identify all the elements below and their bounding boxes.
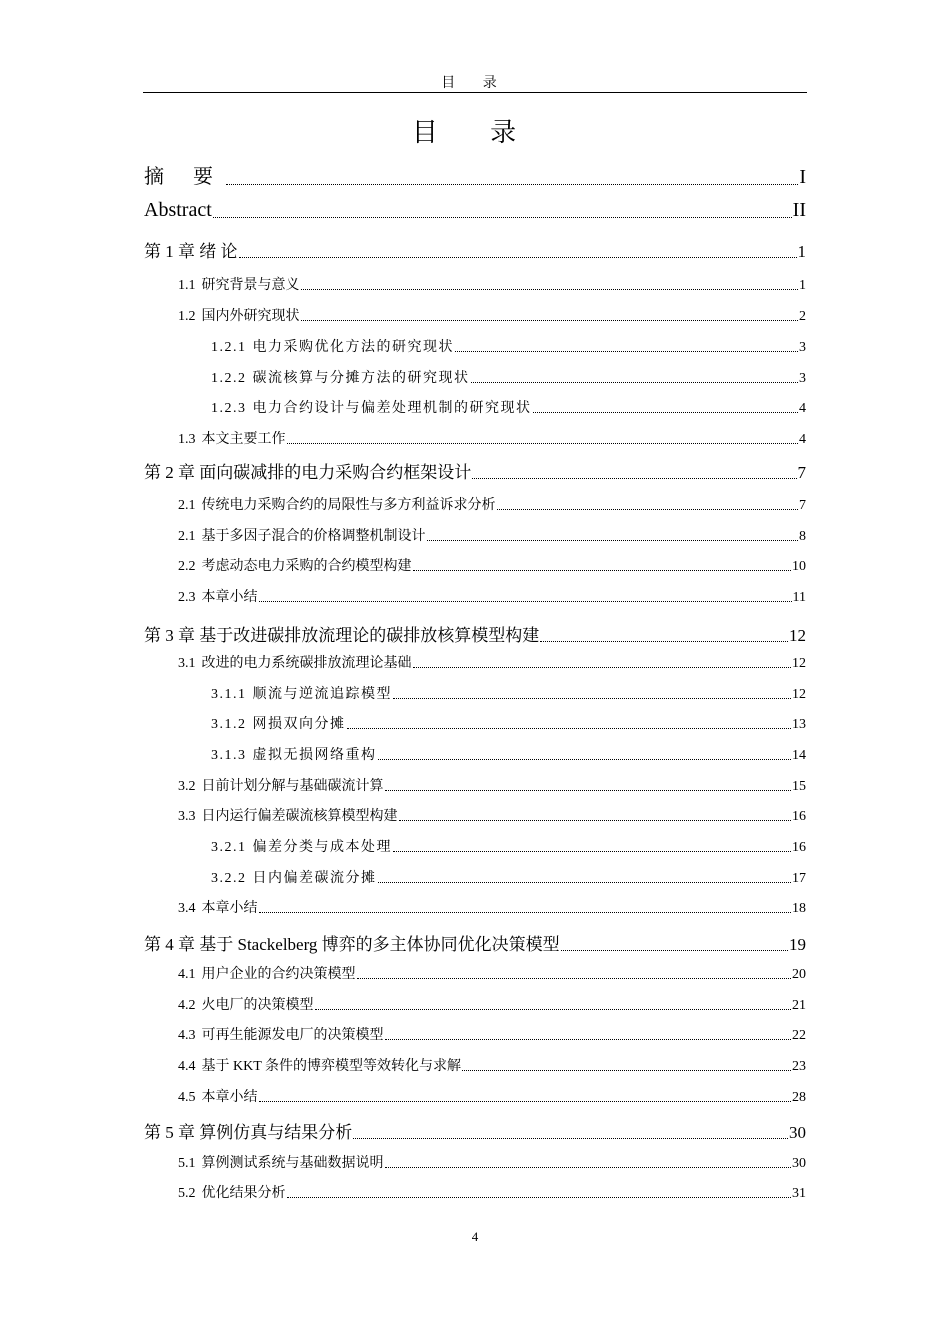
dot-leader [455,351,798,352]
toc-entry-page: 28 [792,1090,806,1105]
toc-entry-page: 19 [789,935,806,954]
dot-leader [226,184,798,185]
toc-entry-text: 碳流核算与分摊方法的研究现状 [252,371,470,386]
toc-entry[interactable] [144,1118,806,1143]
toc-entry-page: 31 [792,1186,806,1201]
toc-entry-text: 第 5 章 算例仿真与结果分析 [144,1123,353,1142]
toc-entry-label [211,367,470,387]
toc-entry-number: 1.2 [178,309,196,324]
toc-entry-text: 日前计划分解与基础碳流计算 [201,779,384,794]
toc-entry[interactable] [144,621,806,646]
toc-entry-page: 8 [799,529,806,544]
toc-entry-text: 传统电力采购合约的局限性与多方利益诉求分析 [201,498,496,513]
toc-entry[interactable] [178,805,806,825]
toc-entry-page: 22 [792,1028,806,1043]
toc-entry-label [144,930,560,955]
toc-entry[interactable] [144,199,806,222]
toc-entry-page: 16 [792,809,806,824]
toc-entry[interactable] [178,652,806,672]
toc-entry-page: 30 [792,1156,806,1171]
dot-leader [301,320,799,321]
toc-entry-text: 基于 KKT 条件的博弈模型等效转化与求解 [201,1059,462,1074]
toc-entry-text: 本章小结 [201,1090,258,1105]
toc-entry-page: 2 [799,309,806,324]
toc-entry-text: 本章小结 [201,901,258,916]
toc-entry-label [144,237,238,262]
dot-leader [287,443,799,444]
toc-entry[interactable] [178,428,806,448]
toc-entry-label [178,1182,286,1202]
toc-entry-label [211,744,377,764]
toc-entry-label [211,397,532,417]
toc-entry-label [144,1118,352,1143]
toc-entry[interactable] [211,683,806,703]
dot-leader [347,728,792,729]
toc-entry-number: 4.4 [178,1059,196,1074]
toc-entry-label [178,428,286,448]
dot-leader [301,289,799,290]
toc-entry-page: 21 [792,998,806,1013]
toc-entry-page: 12 [792,656,806,671]
toc-entry[interactable] [211,867,806,887]
page-number: 4 [471,1229,479,1244]
dot-leader [413,570,792,571]
dot-leader [357,978,792,979]
toc-entry-page: 13 [792,717,806,732]
dot-leader [385,1039,792,1040]
toc-entry-number: 3.1.3 [211,748,247,763]
toc-entry-page: 17 [792,871,806,886]
toc-entry-number: 3.2.2 [211,871,247,886]
toc-entry-page: 12 [792,687,806,702]
toc-entry-text: 算例测试系统与基础数据说明 [201,1156,384,1171]
dot-leader [213,217,792,218]
toc-entry-label [211,336,454,356]
dot-leader [239,257,797,258]
toc-entry[interactable] [178,1086,806,1106]
dot-leader [497,509,799,510]
toc-entry[interactable] [144,458,806,483]
toc-entry[interactable] [178,897,806,917]
toc-entry-page: 4 [799,401,806,416]
toc-entry-number: 4.2 [178,998,196,1013]
toc-entry[interactable] [178,525,806,545]
toc-entry-label [178,305,300,325]
dot-leader [259,1101,792,1102]
toc-entry-text: Abstract [144,199,212,221]
toc-entry-page: 20 [792,967,806,982]
toc-entry-label [178,897,258,917]
toc-entry-label [178,1055,461,1075]
toc-entry-text: 第 2 章 面向碳减排的电力采购合约框架设计 [144,463,472,482]
dot-leader [353,1138,788,1139]
toc-title: 目 录 [411,118,539,148]
toc-entry-page: 3 [799,340,806,355]
toc-entry-page: 10 [792,559,806,574]
dot-leader [399,820,792,821]
toc-entry-text: 日内偏差碳流分摊 [252,871,377,886]
toc-entry-text: 第 3 章 基于改进碳排放流理论的碳排放核算模型构建 [144,626,540,645]
toc-entry-text: 火电厂的决策模型 [201,998,314,1013]
toc-entry-page: 12 [789,626,806,645]
toc-entry[interactable] [178,963,806,983]
toc-entry[interactable] [178,555,806,575]
toc-entry[interactable] [211,713,806,733]
toc-entry-page: I [799,166,806,188]
dot-leader [259,601,792,602]
toc-entry-number: 2.1 [178,498,196,513]
toc-entry-page: 15 [792,779,806,794]
toc-entry[interactable] [178,274,806,294]
toc-entry[interactable] [178,994,806,1014]
toc-entry-label [178,652,412,672]
toc-entry-label [178,274,300,294]
toc-entry[interactable] [211,744,806,764]
toc-entry-number: 3.2 [178,779,196,794]
toc-entry-text: 虚拟无损网络重构 [252,748,377,763]
toc-entry[interactable] [178,305,806,325]
toc-entry[interactable] [178,1182,806,1202]
toc-entry-label [178,1086,258,1106]
toc-entry-page: 7 [799,498,806,513]
toc-entry-label [178,994,314,1014]
toc-entry-page: II [792,199,806,221]
toc-entry-label [211,683,392,703]
toc-entry-number: 1.2.3 [211,401,247,416]
toc-entry[interactable] [178,494,806,514]
toc-entry-number: 2.3 [178,590,196,605]
dot-leader [427,540,799,541]
dot-leader [385,1167,792,1168]
toc-entry-number: 3.3 [178,809,196,824]
dot-leader [413,667,792,668]
toc-entry-text: 本章小结 [201,590,258,605]
toc-entry-label [211,836,392,856]
dot-leader [385,790,792,791]
dot-leader [561,950,788,951]
toc-entry-number: 4.5 [178,1090,196,1105]
header-rule [143,92,807,93]
dot-leader [393,698,791,699]
toc-entry-label [144,458,471,483]
toc-entry-label [178,775,384,795]
dot-leader [259,912,792,913]
toc-entry[interactable] [211,336,806,356]
toc-entry-text: 考虑动态电力采购的合约模型构建 [201,559,412,574]
dot-leader [462,1070,791,1071]
toc-entry[interactable] [178,1152,806,1172]
toc-entry-text: 可再生能源发电厂的决策模型 [201,1028,384,1043]
toc-entry-page: 14 [792,748,806,763]
toc-entry-page: 23 [792,1059,806,1074]
toc-entry-label [178,1152,384,1172]
dot-leader [540,641,788,642]
toc-entry-number: 5.2 [178,1186,196,1201]
toc-entry-label [211,867,377,887]
toc-entry-number: 2.1 [178,529,196,544]
dot-leader [378,759,792,760]
toc-entry-text: 本文主要工作 [201,432,286,447]
toc-entry-page: 30 [789,1123,806,1142]
toc-entry-number: 2.2 [178,559,196,574]
toc-entry-number: 1.2.2 [211,371,247,386]
toc-entry-label [144,621,539,646]
toc-entry-text: 电力合约设计与偏差处理机制的研究现状 [252,401,532,416]
toc-entry-text: 网损双向分摊 [252,717,346,732]
running-header: 目 录 [441,76,509,91]
toc-entry[interactable] [144,160,806,189]
toc-entry-number: 3.1 [178,656,196,671]
toc-entry-number: 5.1 [178,1156,196,1171]
toc-entry-text: 研究背景与意义 [201,278,300,293]
toc-entry-number: 4.3 [178,1028,196,1043]
toc-entry-text: 第 4 章 基于 Stackelberg 博弈的多主体协同优化决策模型 [144,935,560,954]
toc-entry-text: 改进的电力系统碳排放流理论基础 [201,656,412,671]
toc-entry-label [144,160,225,189]
toc-entry-number: 3.4 [178,901,196,916]
toc-entry-label [178,494,496,514]
toc-entry-label [211,713,346,733]
toc-entry-page: 11 [792,590,806,605]
toc-entry[interactable] [144,237,806,262]
toc-entry-page: 7 [797,463,806,482]
toc-entry-text: 国内外研究现状 [201,309,300,324]
toc-entry[interactable] [211,836,806,856]
toc-entry-label [178,525,426,545]
toc-entry-page: 18 [792,901,806,916]
toc-entry[interactable] [178,586,806,606]
toc-entry[interactable] [178,1055,806,1075]
toc-entry-text: 用户企业的合约决策模型 [201,967,356,982]
dot-leader [378,882,792,883]
toc-entry-text: 电力采购优化方法的研究现状 [252,340,454,355]
toc-entry-number: 1.1 [178,278,196,293]
dot-leader [287,1197,792,1198]
toc-entry-page: 1 [799,278,806,293]
toc-entry-number: 3.1.1 [211,687,247,702]
toc-entry-label [178,1024,384,1044]
dot-leader [315,1009,792,1010]
toc-entry-text: 日内运行偏差碳流核算模型构建 [201,809,398,824]
dot-leader [393,851,791,852]
toc-entry-text: 第 1 章 绪 论 [144,242,238,261]
toc-entry-text: 优化结果分析 [201,1186,286,1201]
toc-entry-number: 4.1 [178,967,196,982]
toc-entry-label [178,555,412,575]
toc-entry-number: 1.2.1 [211,340,247,355]
dot-leader [471,382,799,383]
toc-entry-page: 3 [799,371,806,386]
toc-entry-number: 3.1.2 [211,717,247,732]
dot-leader [533,412,799,413]
toc-entry[interactable] [178,1024,806,1044]
toc-entry-number: 3.2.1 [211,840,247,855]
toc-entry[interactable] [144,930,806,955]
toc-entry[interactable] [211,367,806,387]
toc-entry-number: 1.3 [178,432,196,447]
toc-entry-text: 顺流与逆流追踪模型 [252,687,392,702]
toc-entry-text: 偏差分类与成本处理 [252,840,392,855]
toc-entry-page: 1 [797,242,806,261]
toc-entry-text: 摘 要 [144,166,225,188]
toc-entry-label [178,963,356,983]
toc-entry-label [178,805,398,825]
toc-entry-text: 基于多因子混合的价格调整机制设计 [201,529,426,544]
toc-entry-page: 4 [799,432,806,447]
toc-entry-label [178,586,258,606]
dot-leader [472,478,796,479]
toc-entry-label [144,199,212,222]
toc-entry[interactable] [178,775,806,795]
toc-entry[interactable] [211,397,806,417]
toc-entry-page: 16 [792,840,806,855]
